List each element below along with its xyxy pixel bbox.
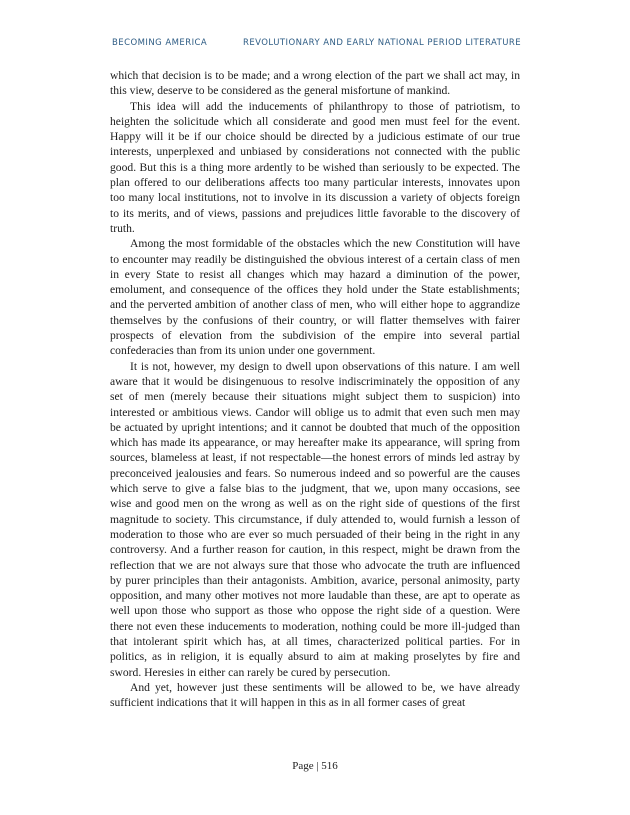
paragraph: Among the most formidable of the obstacles which the new Constitution will have to encounter may readily be distinguished the obvious interest of a certain class of men in every State to resist all changes which may hazard a diminution of the power, emolument, and consequence of the offices they hold under the State establishments; and the perverted ambition of another class of men, who will either hope to aggrandize themselves by the confusions of their country, or will flatter themselves with fairer prospects of elevation from the subdivision of the empire into several partial confederacies than from its union under one government. — [110, 237, 520, 358]
paragraph: And yet, however just these sentiments will be allowed to be, we have already sufficient indications that it will happen in this as in all former cases of great — [110, 680, 520, 710]
paragraph-continuation: which that decision is to be made; and a wrong election of the part we shall act may, in this view, deserve to be considered as the general misfortune of mankind. — [110, 69, 520, 98]
page-number: Page | 516 — [292, 760, 338, 772]
header-section-title: REVOLUTIONARY AND EARLY NATIONAL PERIOD LITERATURE — [243, 38, 522, 48]
page-body — [110, 68, 520, 710]
paragraph: It is not, however, my design to dwell upon observations of this nature. I am well aware that it would be disingenuous to resolve indiscriminately the opposition of any set of men (merely because their situations might subject them to suspicion) into interested or ambitious views. Candor will oblige us to admit that even such men may be actuated by upright intentions; and it cannot be doubted that much of the opposition which has made its appearance, or may hereafter make its appearance, will spring from sources, blameless at least, if not respectable—the honest errors of minds led astray by preconceived jealousies and fears. So numerous indeed and so powerful are the causes which serve to give a false bias to the judgment, that we, upon many occasions, see wise and good men on the wrong as well as on the right side of questions of the first magnitude to society. This circumstance, if duly attended to, would furnish a lesson of moderation to those who are ever so much persuaded of their being in the right in any controversy. And a further reason for caution, in this respect, might be drawn from the reflection that we are not always sure that those who advocate the truth are influenced by purer principles than their antagonists. Ambition, avarice, personal animosity, party opposition, and many other motives not more laudable than these, are apt to operate as well upon those who support as those who oppose the right side of a question. Were there not even these inducements to moderation, nothing could be more ill-judged than that intolerant spirit which has, at all times, characterized political parties. For in politics, as in religion, it is equally absurd to aim at making proselytes by fire and sword. Heresies in either can rarely be cured by persecution. — [110, 359, 520, 679]
header-book-title: BECOMING AMERICA — [112, 38, 208, 48]
running-header — [112, 38, 530, 50]
paragraph: This idea will add the inducements of philanthropy to those of patriotism, to heighten the solicitude which all considerate and good men must feel for the event. Happy will it be if our choice should be directed by a judicious estimate of our true interests, unperplexed and unbiased by considerations not connected with the public good. But this is a thing more ardently to be wished than seriously to be expected. The plan offered to our deliberations affects too many particular interests, innovates upon too many local institutions, not to involve in its discussion a variety of objects foreign to its merits, and of views, passions and prejudices little favorable to the discovery of truth. — [110, 99, 520, 235]
